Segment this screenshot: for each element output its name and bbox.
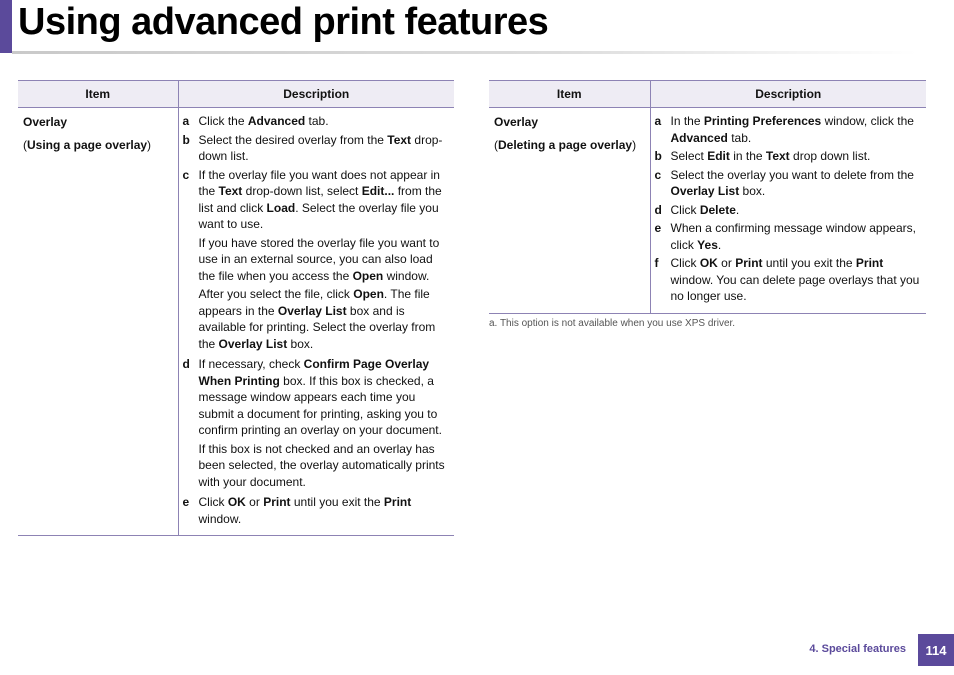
title-underline — [12, 51, 917, 54]
left-step-c-para-1: If the overlay file you want does not appear in the Text drop-down list, select Edit... from the list and click Load. Select the overlay file you want to use. — [198, 167, 442, 231]
left-step-c-para-3: After you select the file, click Open. The file appears in the Overlay List box and is available for printing. Select the overlay from the Overlay List box. — [198, 287, 436, 351]
step-letter: c — [182, 167, 190, 182]
left-item-cell — [18, 108, 178, 536]
step-letter: e — [654, 221, 662, 235]
right-step-c: Select the overlay you want to delete from the Overlay List box. — [670, 167, 914, 198]
left-step-e: Click OK or Print until you exit the Print window. — [198, 495, 412, 526]
left-step-list — [183, 113, 449, 529]
step-letter: b — [182, 132, 190, 147]
left-step-d-para-2: If this box is not checked and an overlay has been selected, the overlay automatically prints with your document. — [198, 441, 445, 489]
right-item-subtitle-bold: Deleting a page overlay — [498, 137, 633, 152]
left-item-title: Overlay — [23, 115, 68, 129]
left-item-subtitle — [23, 137, 173, 154]
left-step-d — [199, 356, 449, 492]
right-step-a: In the Printing Preferences window, click the Advanced tab. — [670, 114, 914, 145]
paren-close: ) — [632, 137, 637, 152]
step-letter: a — [654, 114, 662, 128]
title-accent-bar — [0, 0, 12, 53]
step-letter: b — [654, 149, 662, 163]
paren-open: ( — [494, 137, 498, 152]
left-table-header-row — [18, 81, 454, 108]
right-header-description: Description — [650, 81, 926, 108]
step-letter: d — [654, 202, 662, 217]
paren-close: ) — [147, 137, 152, 152]
step-letter: e — [182, 495, 190, 509]
step-letter: a — [182, 114, 190, 128]
right-item-title: Overlay — [494, 115, 539, 129]
right-step-d: Click Delete. — [670, 202, 740, 217]
page-title: Using advanced print features — [18, 1, 549, 43]
right-item-subtitle — [494, 137, 645, 154]
paren-open: ( — [23, 137, 27, 152]
left-step-c-para-2: If you have stored the overlay file you want to use in an external source, you can also load the file when you access the Open window. — [198, 235, 440, 283]
table-row — [18, 108, 454, 536]
left-description-cell — [178, 108, 454, 536]
left-step-c — [199, 167, 449, 355]
page-number-badge: 114 — [918, 634, 954, 666]
left-header-description: Description — [178, 81, 454, 108]
left-step-a: Click the Advanced tab. — [198, 114, 329, 128]
right-item-cell — [489, 108, 650, 314]
step-letter: c — [654, 167, 662, 182]
left-item-subtitle-bold: Using a page overlay — [27, 137, 148, 152]
left-overlay-table — [18, 80, 454, 536]
right-table-header-row — [489, 81, 926, 108]
right-step-e: When a confirming message window appears, click Yes. — [670, 221, 916, 252]
right-header-item: Item — [489, 81, 650, 108]
step-letter: f — [654, 256, 659, 270]
right-step-f: Click OK or Print until you exit the Print window. You can delete page overlays that you no longer use. — [670, 256, 920, 303]
right-overlay-table — [489, 80, 926, 314]
right-step-list — [655, 113, 921, 307]
step-letter: d — [182, 357, 190, 371]
left-step-b: Select the desired overlay from the Text drop-down list. — [198, 132, 443, 163]
right-step-b: Select Edit in the Text drop down list. — [670, 149, 871, 163]
left-header-item: Item — [18, 81, 178, 108]
table-row — [489, 108, 926, 314]
left-step-d-para-1: If necessary, check Confirm Page Overlay When Printing box. If this box is checked, a message window appears each time you submit a document for printing, asking you to confirm printing an overlay on your document. — [198, 357, 442, 437]
right-description-cell — [650, 108, 926, 314]
footnote: a. This option is not available when you use XPS driver. — [489, 318, 736, 329]
footer-chapter-label: 4. Special features — [809, 643, 906, 655]
